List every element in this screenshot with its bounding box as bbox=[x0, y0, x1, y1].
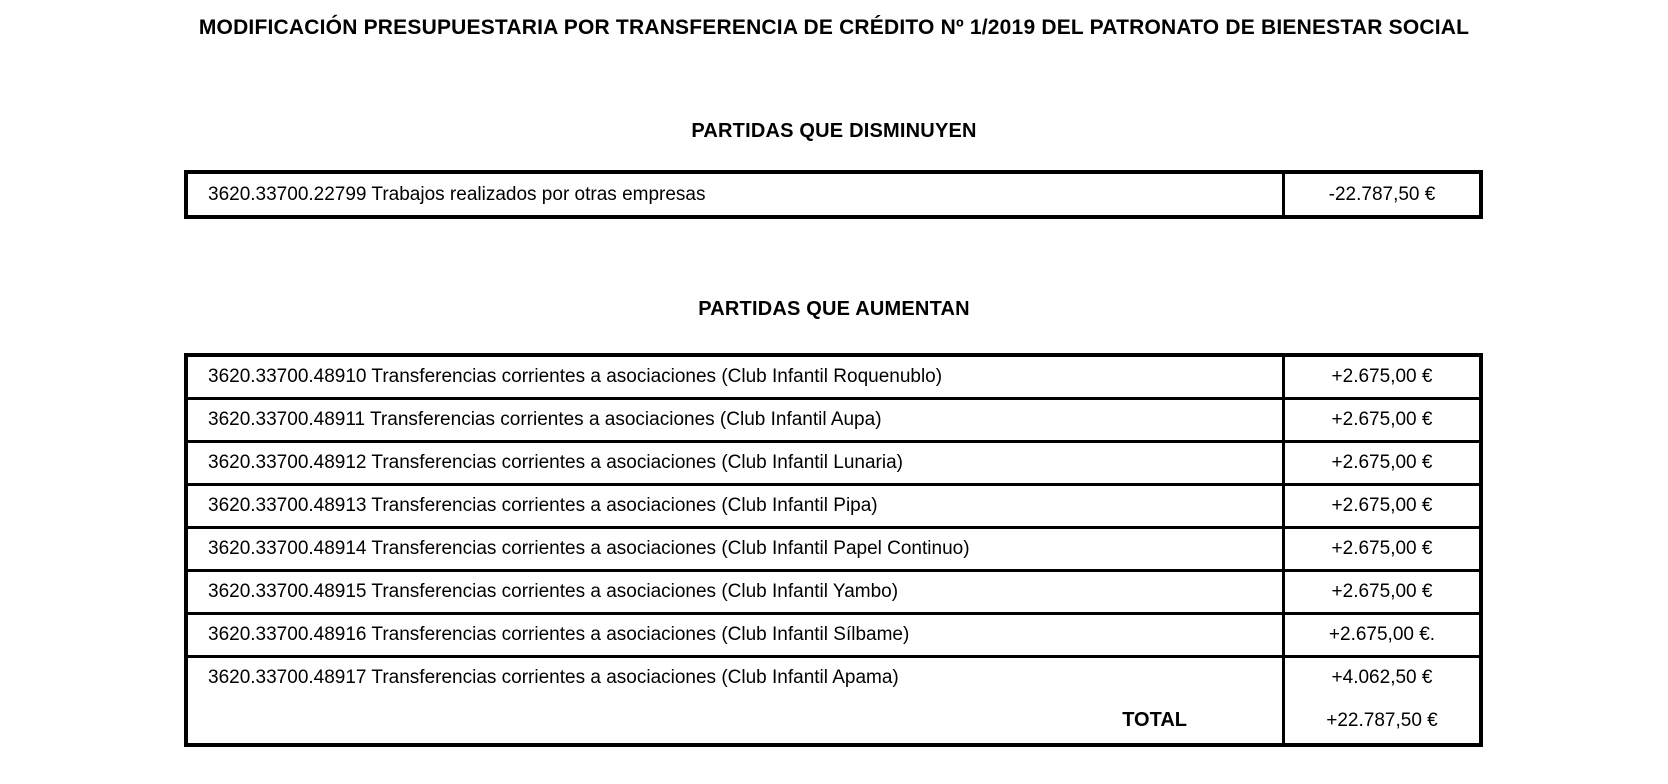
section-heading-disminuyen: PARTIDAS QUE DISMINUYEN bbox=[691, 120, 977, 142]
section-heading-aumentan: PARTIDAS QUE AUMENTAN bbox=[698, 298, 970, 320]
row-amount: +4.062,50 € bbox=[1331, 667, 1433, 688]
table-row bbox=[188, 529, 1479, 572]
row-amount: +2.675,00 € bbox=[1331, 452, 1433, 473]
row-concept: 3620.33700.22799 Trabajos realizados por otras empresas bbox=[188, 174, 1285, 215]
row-amount: +2.675,00 € bbox=[1331, 366, 1433, 387]
table-row bbox=[188, 443, 1479, 486]
row-amount: +2.675,00 € bbox=[1331, 409, 1433, 430]
increase-table bbox=[184, 353, 1483, 747]
table-row bbox=[188, 400, 1479, 443]
row-concept: 3620.33700.48915 Transferencias corrientes a asociaciones (Club Infantil Yambo) bbox=[188, 572, 1285, 612]
table-row bbox=[188, 486, 1479, 529]
row-concept: 3620.33700.48914 Transferencias corrientes a asociaciones (Club Infantil Papel Continuo) bbox=[188, 529, 1285, 569]
total-row bbox=[188, 698, 1479, 743]
row-amount: +2.675,00 €. bbox=[1328, 624, 1436, 645]
decrease-table bbox=[184, 170, 1483, 219]
table-row bbox=[188, 658, 1479, 698]
row-concept: 3620.33700.48911 Transferencias corrientes a asociaciones (Club Infantil Aupa) bbox=[188, 400, 1285, 440]
table-row bbox=[188, 572, 1479, 615]
total-label: TOTAL bbox=[188, 698, 1285, 743]
row-amount: +2.675,00 € bbox=[1331, 538, 1433, 559]
row-concept: 3620.33700.48917 Transferencias corrientes a asociaciones (Club Infantil Apama) bbox=[188, 658, 1285, 698]
row-amount: +2.675,00 € bbox=[1331, 495, 1433, 516]
total-amount: +22.787,50 € bbox=[1326, 709, 1438, 731]
document-title: MODIFICACIÓN PRESUPUESTARIA POR TRANSFERENCIA DE CRÉDITO Nº 1/2019 DEL PATRONATO DE BIENESTAR SOCIAL bbox=[198, 16, 1470, 39]
row-concept: 3620.33700.48910 Transferencias corrientes a asociaciones (Club Infantil Roquenublo) bbox=[188, 357, 1285, 397]
row-concept: 3620.33700.48912 Transferencias corrientes a asociaciones (Club Infantil Lunaria) bbox=[188, 443, 1285, 483]
row-amount: +2.675,00 € bbox=[1331, 581, 1433, 602]
row-concept: 3620.33700.48913 Transferencias corrientes a asociaciones (Club Infantil Pipa) bbox=[188, 486, 1285, 526]
table-row bbox=[188, 357, 1479, 400]
table-row bbox=[188, 615, 1479, 658]
table-row bbox=[188, 174, 1479, 215]
row-concept: 3620.33700.48916 Transferencias corrientes a asociaciones (Club Infantil Sílbame) bbox=[188, 615, 1285, 655]
increase-table-rows bbox=[188, 357, 1479, 698]
row-amount: -22.787,50 € bbox=[1328, 183, 1436, 205]
